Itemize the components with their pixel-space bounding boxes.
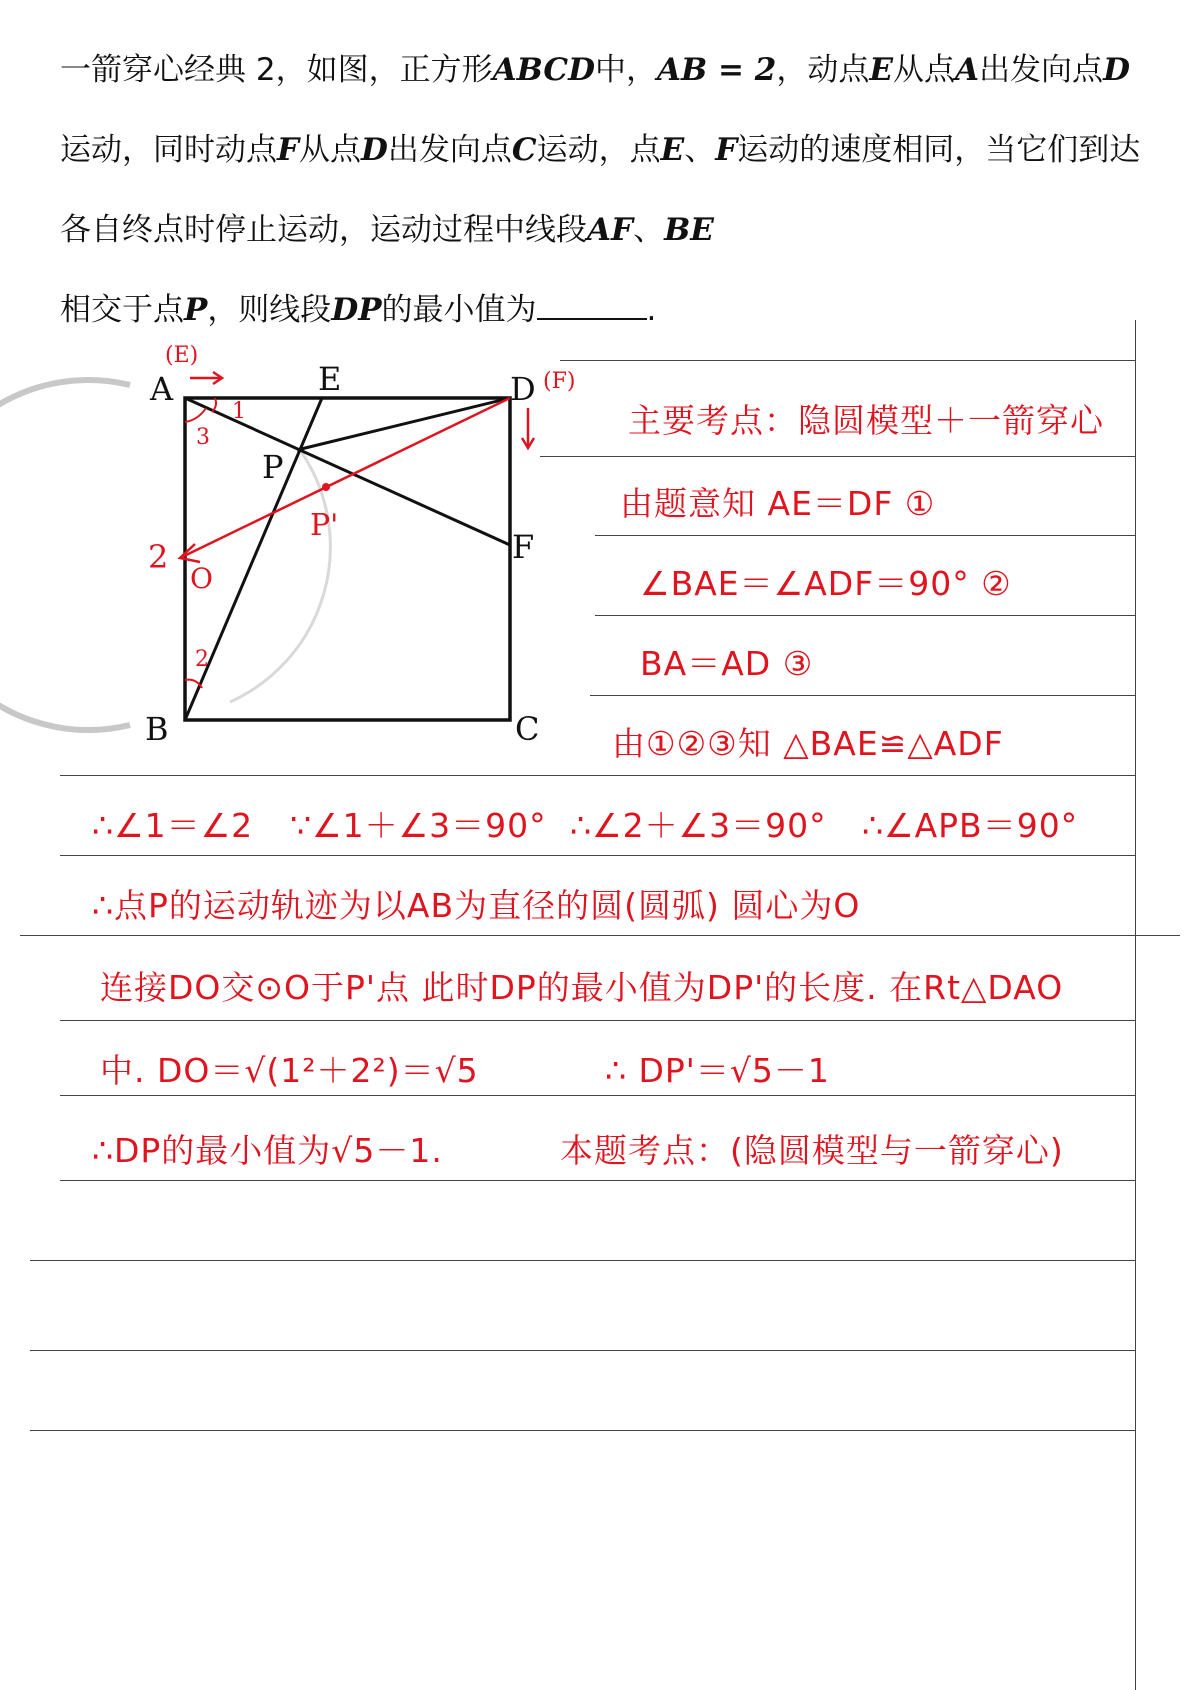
note-ba-ad: BA＝AD ③ — [640, 644, 814, 683]
note-angles-90: ∠BAE＝∠ADF＝90° ② — [640, 564, 1012, 603]
note-connect-do: 连接DO交⊙O于P'点 此时DP的最小值为DP'的长度. 在Rt△DAO — [100, 968, 1064, 1007]
label-a: A — [150, 370, 174, 408]
notebook-rule — [60, 1020, 1135, 1021]
label-e: E — [318, 360, 342, 398]
label-angle-1: 1 — [232, 399, 246, 424]
note-locus: ∴点P的运动轨迹为以AB为直径的圆(圆弧) 圆心为O — [92, 886, 861, 925]
notebook-rule — [30, 1430, 1135, 1431]
label-f-tag: (F) — [543, 369, 576, 394]
label-d: D — [510, 370, 536, 408]
note-angle-apb: ∴∠APB＝90° — [862, 806, 1079, 845]
problem-text: 的最小值为 — [381, 292, 537, 328]
notebook-rule — [595, 535, 1135, 536]
var-af: AF — [587, 212, 634, 248]
label-side-2: 2 — [148, 538, 169, 576]
problem-text: 从点 — [299, 132, 362, 168]
angle-mark-3 — [185, 408, 206, 422]
problem-text: 中， — [594, 52, 657, 88]
notebook-rule — [60, 1095, 1135, 1096]
notebook-rule — [60, 1180, 1135, 1181]
point-p-prime — [322, 483, 330, 491]
notebook-rule — [60, 855, 1135, 856]
label-p-prime: P' — [310, 508, 339, 543]
notebook-rule — [560, 360, 1135, 361]
problem-text: 、 — [684, 132, 716, 168]
answer-blank — [537, 290, 647, 320]
label-f: F — [512, 528, 535, 566]
notebook-rule — [30, 1350, 1135, 1351]
problem-text: 运动的速度相同，当它们到达各自终点时停止运动，运动过程中线段 — [60, 132, 1141, 248]
problem-statement — [60, 30, 1160, 350]
var-c: C — [511, 132, 537, 168]
note-angle2-plus-angle3: ∴∠2＋∠3＝90° — [570, 806, 827, 845]
note-ae-df: 由题意知 AE＝DF ① — [620, 484, 936, 523]
var-d: D — [361, 132, 388, 168]
notebook-margin-line — [1135, 320, 1136, 1690]
note-main-point: 主要考点：隐圆模型＋一箭穿心 — [628, 401, 1104, 440]
notebook-rule — [30, 1260, 1135, 1261]
note-angle1-eq-angle2: ∴∠1＝∠2 — [92, 806, 254, 845]
label-c: C — [515, 710, 540, 748]
square-abcd — [185, 398, 510, 720]
var-e: E — [869, 52, 893, 88]
locus-arc — [0, 380, 130, 730]
notebook-rule — [20, 935, 1180, 936]
problem-text: 一箭穿心经典 2，如图，正方形 — [60, 52, 493, 88]
var-e: E — [660, 132, 685, 168]
var-be: BE — [664, 212, 714, 248]
problem-text: 运动，点 — [536, 132, 661, 168]
problem-text: 、 — [633, 212, 665, 248]
segment-do-red — [180, 398, 510, 558]
angle-mark-1 — [212, 398, 216, 412]
note-do-length: 中. DO＝√(1²＋2²)＝√5 — [100, 1051, 479, 1090]
label-o: O — [190, 562, 213, 595]
note-conclusion: ∴DP的最小值为√5－1. — [92, 1131, 443, 1170]
problem-text: 从点 — [893, 52, 955, 88]
problem-text: 相交于点 — [60, 292, 184, 328]
problem-text: ，动点 — [776, 52, 870, 88]
note-topic: 本题考点：(隐圆模型与一箭穿心) — [560, 1131, 1064, 1170]
problem-text: 出发向点 — [979, 52, 1104, 88]
var-f: F — [277, 132, 300, 168]
var-a: A — [955, 52, 980, 88]
segment-pd — [297, 398, 510, 450]
label-angle-2: 2 — [195, 647, 209, 672]
var-d: D — [1103, 52, 1130, 88]
notebook-rule — [540, 456, 1135, 457]
label-b: B — [145, 710, 169, 748]
label-p: P — [262, 448, 284, 486]
problem-text: ，则线段 — [207, 292, 332, 328]
var-f: F — [715, 132, 738, 168]
label-e-tag: (E) — [165, 343, 199, 368]
problem-text: 出发向点 — [387, 132, 512, 168]
notebook-rule — [590, 695, 1135, 696]
label-angle-3: 3 — [196, 425, 210, 450]
var-square: ABCD — [492, 52, 595, 88]
geometry-figure — [0, 330, 620, 790]
var-p: P — [184, 292, 208, 328]
notebook-rule — [595, 615, 1135, 616]
note-congruent: 由①②③知 △BAE≌△ADF — [612, 724, 1004, 763]
note-angle1-plus-angle3: ∵∠1＋∠3＝90° — [290, 806, 547, 845]
problem-text: 运动，同时动点 — [60, 132, 277, 168]
problem-text: . — [646, 292, 657, 328]
var-dp: DP — [331, 292, 382, 328]
note-dp-prime: ∴ DP'＝√5－1 — [605, 1051, 830, 1090]
var-ab: AB = 2 — [656, 52, 777, 88]
